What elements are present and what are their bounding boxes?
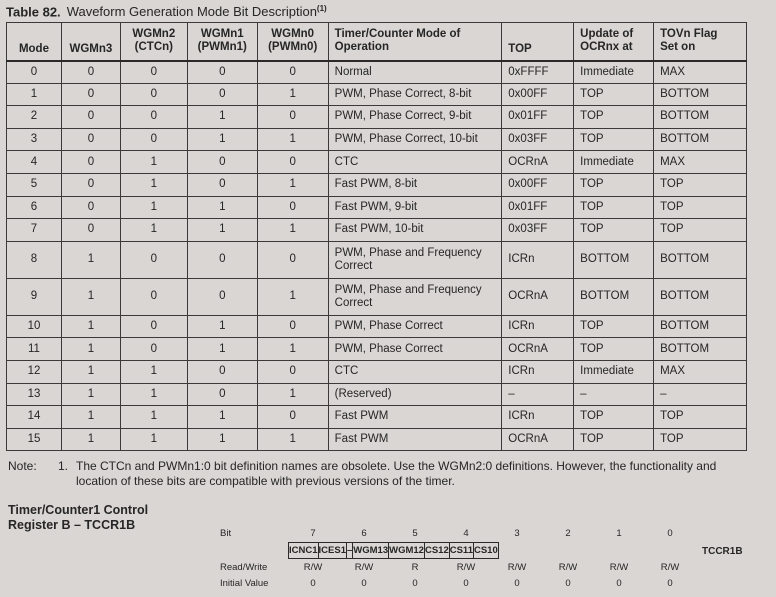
cell-top: –: [502, 383, 574, 406]
table-row: [7, 360, 747, 383]
cell-wgm3: 0: [61, 128, 120, 151]
cell-wgm2: 0: [120, 278, 187, 315]
cell-mode: 5: [7, 173, 62, 196]
bit-number: 5: [412, 528, 418, 539]
bit-name: CS10: [473, 543, 498, 559]
cell-op: PWM, Phase and Frequency Correct: [328, 241, 502, 278]
bit-name: WGM13: [353, 543, 389, 559]
cell-wgm3: 1: [61, 278, 120, 315]
cell-tov: TOP: [654, 428, 747, 451]
cell-tov: BOTTOM: [654, 106, 747, 129]
register-name: TCCR1B: [702, 546, 743, 557]
table-row: [7, 196, 747, 219]
bit-access: R/W: [303, 562, 323, 573]
cell-wgm0: 1: [257, 128, 328, 151]
cell-wgm0: 1: [257, 173, 328, 196]
note-text: The CTCn and PWMn1:0 bit definition names are obsolete. Use the WGMn2:0 definitions. However, the functionality and location of these bits are compatible with previous versions of the timer.: [76, 459, 717, 488]
cell-top: ICRn: [502, 241, 574, 278]
cell-wgm2: 1: [120, 173, 187, 196]
cell-wgm3: 1: [61, 338, 120, 361]
cell-wgm2: 1: [120, 383, 187, 406]
bit-number: 3: [514, 528, 520, 539]
cell-wgm0: 1: [257, 278, 328, 315]
table-number: Table 82.: [6, 4, 61, 20]
cell-upd: TOP: [574, 315, 654, 338]
table-row: [7, 173, 747, 196]
cell-wgm0: 0: [257, 241, 328, 278]
cell-wgm0: 1: [257, 428, 328, 451]
cell-tov: MAX: [654, 360, 747, 383]
header-top: TOP: [502, 23, 574, 61]
bit-access: R/W: [507, 562, 527, 573]
cell-upd: TOP: [574, 106, 654, 129]
cell-wgm0: 0: [257, 106, 328, 129]
cell-mode: 11: [7, 338, 62, 361]
cell-mode: 2: [7, 106, 62, 129]
table-header-row: [7, 23, 747, 61]
table-row: [7, 315, 747, 338]
cell-op: PWM, Phase Correct, 9-bit: [328, 106, 502, 129]
cell-tov: TOP: [654, 219, 747, 242]
cell-wgm1: 0: [187, 278, 257, 315]
cell-tov: MAX: [654, 151, 747, 174]
cell-wgm3: 1: [61, 241, 120, 278]
cell-op: CTC: [328, 360, 502, 383]
cell-wgm0: 1: [257, 383, 328, 406]
bit-initial-value: 0: [667, 578, 673, 589]
cell-upd: BOTTOM: [574, 241, 654, 278]
cell-upd: Immediate: [574, 360, 654, 383]
cell-op: PWM, Phase Correct: [328, 315, 502, 338]
bit-initial-value: 0: [514, 578, 520, 589]
cell-wgm2: 0: [120, 83, 187, 106]
cell-op: Fast PWM: [328, 406, 502, 429]
footnote-mark: (1): [316, 4, 327, 13]
table-body: [7, 61, 747, 451]
init-row-label: Initial Value: [220, 578, 269, 589]
cell-mode: 12: [7, 360, 62, 383]
bit-access: R: [411, 562, 419, 573]
header-tov: TOVn Flag Set on: [654, 23, 747, 61]
cell-wgm1: 0: [187, 83, 257, 106]
bit-number: 6: [361, 528, 367, 539]
table-row: [7, 338, 747, 361]
header-wgm2: WGMn2 (CTCn): [120, 23, 187, 61]
bit-access: R/W: [456, 562, 476, 573]
cell-tov: TOP: [654, 196, 747, 219]
bit-access: R/W: [354, 562, 374, 573]
cell-mode: 8: [7, 241, 62, 278]
cell-tov: BOTTOM: [654, 241, 747, 278]
table-row: [7, 383, 747, 406]
cell-wgm2: 0: [120, 241, 187, 278]
register-bit-names: [289, 543, 499, 559]
cell-op: Fast PWM, 9-bit: [328, 196, 502, 219]
cell-tov: –: [654, 383, 747, 406]
bit-access: R/W: [609, 562, 629, 573]
table-row: [7, 278, 747, 315]
table-row: [7, 406, 747, 429]
cell-wgm0: 0: [257, 196, 328, 219]
cell-top: 0x00FF: [502, 173, 574, 196]
cell-upd: TOP: [574, 196, 654, 219]
header-wgm0: WGMn0 (PWMn0): [257, 23, 328, 61]
cell-op: PWM, Phase Correct: [328, 338, 502, 361]
bit-name: ICNC1: [289, 543, 319, 559]
cell-wgm0: 0: [257, 360, 328, 383]
cell-wgm3: 0: [61, 196, 120, 219]
bit-initial-value: 0: [412, 578, 418, 589]
bit-initial-value: 0: [565, 578, 571, 589]
cell-wgm2: 1: [120, 196, 187, 219]
cell-upd: Immediate: [574, 61, 654, 84]
bit-row-label: Bit: [220, 528, 232, 539]
cell-wgm3: 0: [61, 219, 120, 242]
cell-wgm1: 1: [187, 219, 257, 242]
bit-number: 2: [565, 528, 571, 539]
table-row: [7, 61, 747, 84]
cell-upd: TOP: [574, 83, 654, 106]
table-row: [7, 83, 747, 106]
cell-op: PWM, Phase and Frequency Correct: [328, 278, 502, 315]
cell-top: OCRnA: [502, 428, 574, 451]
cell-wgm1: 1: [187, 106, 257, 129]
rw-row-label: Read/Write: [220, 562, 268, 573]
cell-wgm0: 0: [257, 61, 328, 84]
cell-wgm3: 1: [61, 315, 120, 338]
cell-wgm1: 1: [187, 338, 257, 361]
cell-op: Fast PWM, 10-bit: [328, 219, 502, 242]
cell-mode: 10: [7, 315, 62, 338]
bit-name: CS12: [424, 543, 449, 559]
cell-tov: BOTTOM: [654, 278, 747, 315]
section-title: [8, 503, 148, 533]
table-row: [7, 106, 747, 129]
cell-wgm0: 0: [257, 151, 328, 174]
cell-wgm2: 0: [120, 106, 187, 129]
cell-top: OCRnA: [502, 338, 574, 361]
cell-wgm3: 1: [61, 360, 120, 383]
cell-wgm1: 0: [187, 383, 257, 406]
cell-wgm3: 1: [61, 406, 120, 429]
cell-tov: MAX: [654, 61, 747, 84]
cell-wgm2: 0: [120, 338, 187, 361]
section-title-line2: Register B – TCCR1B: [8, 518, 136, 532]
cell-tov: BOTTOM: [654, 338, 747, 361]
cell-tov: TOP: [654, 406, 747, 429]
cell-wgm3: 1: [61, 428, 120, 451]
cell-wgm0: 1: [257, 338, 328, 361]
cell-upd: TOP: [574, 406, 654, 429]
bit-initial-value: 0: [361, 578, 367, 589]
cell-top: 0x03FF: [502, 128, 574, 151]
cell-op: Fast PWM, 8-bit: [328, 173, 502, 196]
bit-number: 4: [463, 528, 469, 539]
cell-mode: 4: [7, 151, 62, 174]
cell-tov: BOTTOM: [654, 83, 747, 106]
cell-top: 0x01FF: [502, 106, 574, 129]
cell-wgm3: 0: [61, 83, 120, 106]
cell-wgm2: 1: [120, 428, 187, 451]
cell-top: ICRn: [502, 360, 574, 383]
cell-wgm3: 0: [61, 151, 120, 174]
cell-upd: TOP: [574, 219, 654, 242]
cell-top: ICRn: [502, 406, 574, 429]
cell-mode: 9: [7, 278, 62, 315]
cell-mode: 15: [7, 428, 62, 451]
table-name: Waveform Generation Mode Bit Description: [66, 4, 317, 20]
cell-op: (Reserved): [328, 383, 502, 406]
cell-top: 0xFFFF: [502, 61, 574, 84]
note-label: Note:: [8, 459, 37, 473]
cell-upd: –: [574, 383, 654, 406]
cell-wgm0: 0: [257, 315, 328, 338]
cell-wgm3: 1: [61, 383, 120, 406]
cell-wgm2: 1: [120, 360, 187, 383]
cell-wgm1: 0: [187, 173, 257, 196]
bit-initial-value: 0: [463, 578, 469, 589]
bit-name: –: [346, 543, 352, 559]
cell-mode: 7: [7, 219, 62, 242]
bit-initial-value: 0: [310, 578, 316, 589]
cell-mode: 0: [7, 61, 62, 84]
table-row: [7, 219, 747, 242]
cell-wgm2: 1: [120, 151, 187, 174]
cell-op: PWM, Phase Correct, 8-bit: [328, 83, 502, 106]
header-wgm1: WGMn1 (PWMn1): [187, 23, 257, 61]
bit-name: CS11: [449, 543, 473, 559]
bit-initial-value: 0: [616, 578, 622, 589]
cell-wgm1: 1: [187, 406, 257, 429]
cell-wgm1: 1: [187, 128, 257, 151]
cell-wgm1: 0: [187, 360, 257, 383]
cell-top: OCRnA: [502, 151, 574, 174]
bit-access: R/W: [558, 562, 578, 573]
cell-wgm1: 1: [187, 428, 257, 451]
cell-wgm0: 1: [257, 83, 328, 106]
cell-upd: TOP: [574, 338, 654, 361]
bit-number: 1: [616, 528, 622, 539]
cell-mode: 1: [7, 83, 62, 106]
cell-upd: TOP: [574, 128, 654, 151]
cell-wgm1: 1: [187, 196, 257, 219]
table-row: [7, 128, 747, 151]
waveform-mode-table: [6, 22, 747, 451]
table-row: [7, 428, 747, 451]
cell-mode: 3: [7, 128, 62, 151]
header-mode: Mode: [7, 23, 62, 61]
cell-tov: TOP: [654, 173, 747, 196]
cell-mode: 13: [7, 383, 62, 406]
cell-op: CTC: [328, 151, 502, 174]
cell-wgm2: 0: [120, 128, 187, 151]
cell-mode: 14: [7, 406, 62, 429]
header-operation: Timer/Counter Mode of Operation: [328, 23, 502, 61]
cell-top: OCRnA: [502, 278, 574, 315]
cell-wgm1: 0: [187, 241, 257, 278]
cell-wgm1: 0: [187, 151, 257, 174]
cell-tov: BOTTOM: [654, 128, 747, 151]
cell-top: 0x03FF: [502, 219, 574, 242]
cell-upd: TOP: [574, 173, 654, 196]
cell-wgm3: 0: [61, 106, 120, 129]
header-update: Update of OCRnx at: [574, 23, 654, 61]
cell-wgm3: 0: [61, 61, 120, 84]
cell-wgm1: 0: [187, 61, 257, 84]
cell-op: PWM, Phase Correct, 10-bit: [328, 128, 502, 151]
table-title: [6, 4, 327, 19]
section-title-line1: Timer/Counter1 Control: [8, 503, 149, 517]
header-wgm3: WGMn3: [61, 23, 120, 61]
cell-upd: TOP: [574, 428, 654, 451]
bit-number: 0: [667, 528, 673, 539]
cell-upd: BOTTOM: [574, 278, 654, 315]
bit-name: WGM12: [389, 543, 425, 559]
cell-wgm3: 0: [61, 173, 120, 196]
cell-wgm0: 0: [257, 406, 328, 429]
bit-access: R/W: [660, 562, 680, 573]
cell-top: 0x00FF: [502, 83, 574, 106]
bit-number: 7: [310, 528, 316, 539]
bit-name: ICES1: [318, 543, 346, 559]
cell-wgm2: 1: [120, 219, 187, 242]
register-bits-table: [288, 542, 499, 559]
cell-wgm0: 1: [257, 219, 328, 242]
cell-wgm1: 1: [187, 315, 257, 338]
cell-upd: Immediate: [574, 151, 654, 174]
cell-tov: BOTTOM: [654, 315, 747, 338]
note-number: 1.: [58, 459, 69, 473]
cell-wgm2: 0: [120, 61, 187, 84]
cell-mode: 6: [7, 196, 62, 219]
table-row: [7, 241, 747, 278]
cell-wgm2: 1: [120, 406, 187, 429]
cell-op: Fast PWM: [328, 428, 502, 451]
cell-top: 0x01FF: [502, 196, 574, 219]
cell-wgm2: 0: [120, 315, 187, 338]
table-row: [7, 151, 747, 174]
cell-top: ICRn: [502, 315, 574, 338]
cell-op: Normal: [328, 61, 502, 84]
